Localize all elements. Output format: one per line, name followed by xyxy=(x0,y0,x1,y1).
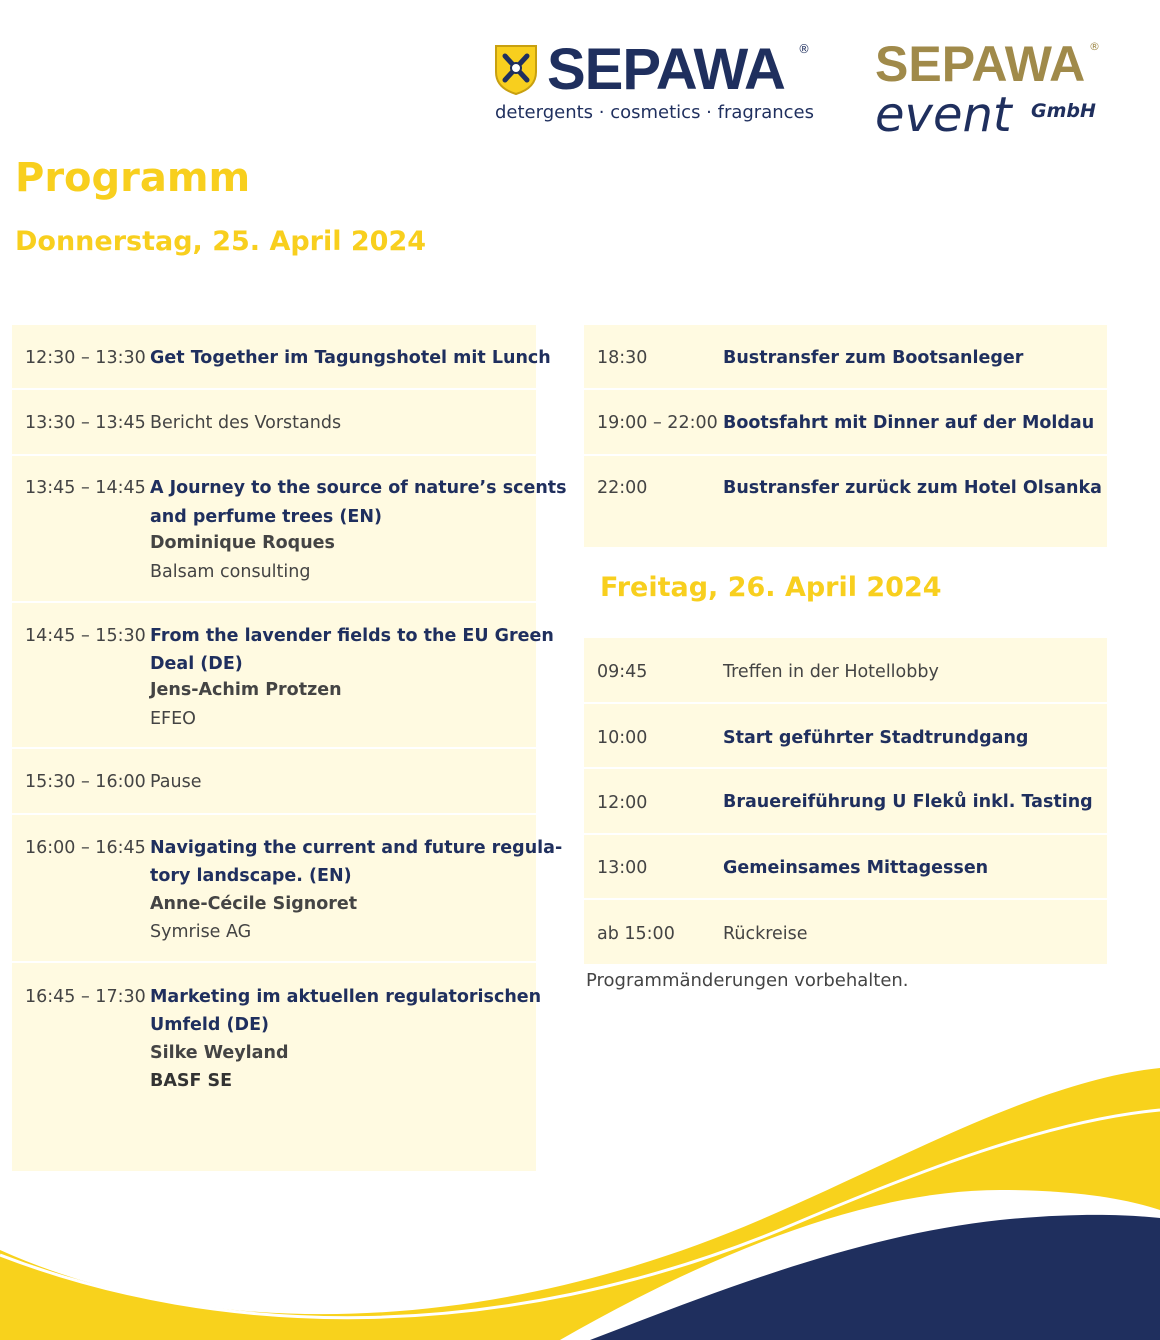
row-title: Get Together im Tagungshotel mit Lunch xyxy=(150,348,551,368)
row-time: 13:45 – 14:45 xyxy=(25,478,146,498)
row-title: Bootsfahrt mit Dinner auf der Moldau xyxy=(723,413,1095,433)
schedule-row xyxy=(584,638,1107,702)
row-speaker: Anne-Cécile Signoret xyxy=(150,894,358,914)
schedule-row xyxy=(584,325,1107,388)
row-speaker: Dominique Roques xyxy=(150,533,335,553)
row-title-cont: and perfume trees (EN) xyxy=(150,507,383,527)
schedule-row xyxy=(12,815,563,961)
event-registered-mark: ® xyxy=(1089,40,1100,53)
page-title: Programm xyxy=(15,155,251,201)
row-title: Brauereiführung U Fleků inkl. Tasting xyxy=(723,792,1093,812)
row-time: 14:45 – 15:30 xyxy=(25,626,146,646)
row-title: Gemeinsames Mittagessen xyxy=(723,858,989,878)
day2-schedule xyxy=(584,638,1107,964)
row-speaker: Silke Weyland xyxy=(150,1043,289,1063)
day2-heading: Freitag, 26. April 2024 xyxy=(600,572,942,603)
row-title: Bericht des Vorstands xyxy=(150,413,342,433)
sepawa-logo xyxy=(493,38,813,133)
row-title-cont: Umfeld (DE) xyxy=(150,1015,270,1035)
row-time: 12:30 – 13:30 xyxy=(25,348,146,368)
schedule-row xyxy=(12,390,536,454)
logo-wordmark: SEPAWA xyxy=(547,37,785,102)
row-time: 18:30 xyxy=(597,348,648,368)
registered-mark: ® xyxy=(798,42,810,56)
row-organization: Symrise AG xyxy=(150,922,252,942)
schedule-row xyxy=(12,749,536,813)
row-time: 13:30 – 13:45 xyxy=(25,413,146,433)
row-time: 19:00 – 22:00 xyxy=(597,413,718,433)
event-logo-wordmark: SEPAWA xyxy=(875,36,1086,92)
row-time: 12:00 xyxy=(597,793,648,813)
event-logo-suffix: GmbH xyxy=(1031,100,1096,122)
row-speaker: Jens-Achim Protzen xyxy=(150,680,342,700)
row-title-cont: Deal (DE) xyxy=(150,654,243,674)
row-title: Rückreise xyxy=(723,924,808,944)
schedule-row xyxy=(12,456,567,601)
row-time: 13:00 xyxy=(597,858,648,878)
sepawa-event-logo xyxy=(875,38,1115,143)
logo-tagline: detergents · cosmetics · fragrances xyxy=(495,102,814,123)
row-organization: Balsam consulting xyxy=(150,562,311,582)
row-title: Bustransfer zum Bootsanleger xyxy=(723,348,1024,368)
row-organization: EFEO xyxy=(150,709,196,729)
row-time: 16:45 – 17:30 xyxy=(25,987,146,1007)
row-time: 10:00 xyxy=(597,728,648,748)
evening-schedule xyxy=(584,325,1107,547)
event-logo-word: event xyxy=(875,87,1012,143)
schedule-row xyxy=(584,769,1107,833)
row-time: 16:00 – 16:45 xyxy=(25,838,146,858)
footnote: Programmänderungen vorbehalten. xyxy=(586,970,909,991)
row-title: Bustransfer zurück zum Hotel Olsanka xyxy=(723,478,1102,498)
day1-heading: Donnerstag, 25. April 2024 xyxy=(15,226,427,257)
row-organization: BASF SE xyxy=(150,1071,233,1091)
schedule-row xyxy=(12,325,551,388)
row-title: Navigating the current and future regula- xyxy=(150,838,563,858)
row-time: ab 15:00 xyxy=(597,924,675,944)
row-title: Pause xyxy=(150,772,202,792)
row-time: 09:45 xyxy=(597,662,648,682)
schedule-row xyxy=(584,900,1107,964)
row-title: Treffen in der Hotellobby xyxy=(723,662,939,682)
row-title: Marketing im aktuellen regulatorischen xyxy=(150,987,542,1007)
row-title: From the lavender fields to the EU Green xyxy=(150,626,554,646)
row-time: 15:30 – 16:00 xyxy=(25,772,146,792)
row-time: 22:00 xyxy=(597,478,648,498)
schedule-row xyxy=(584,390,1107,454)
schedule-row xyxy=(584,835,1107,898)
row-title: A Journey to the source of nature’s scents xyxy=(150,478,567,498)
shield-icon xyxy=(493,42,539,96)
schedule-row xyxy=(584,456,1107,547)
row-title: Start geführter Stadtrundgang xyxy=(723,728,1029,748)
schedule-row xyxy=(12,603,554,747)
row-title-cont: tory landscape. (EN) xyxy=(150,866,352,886)
decorative-waves xyxy=(0,1040,1160,1340)
schedule-row xyxy=(584,704,1107,767)
